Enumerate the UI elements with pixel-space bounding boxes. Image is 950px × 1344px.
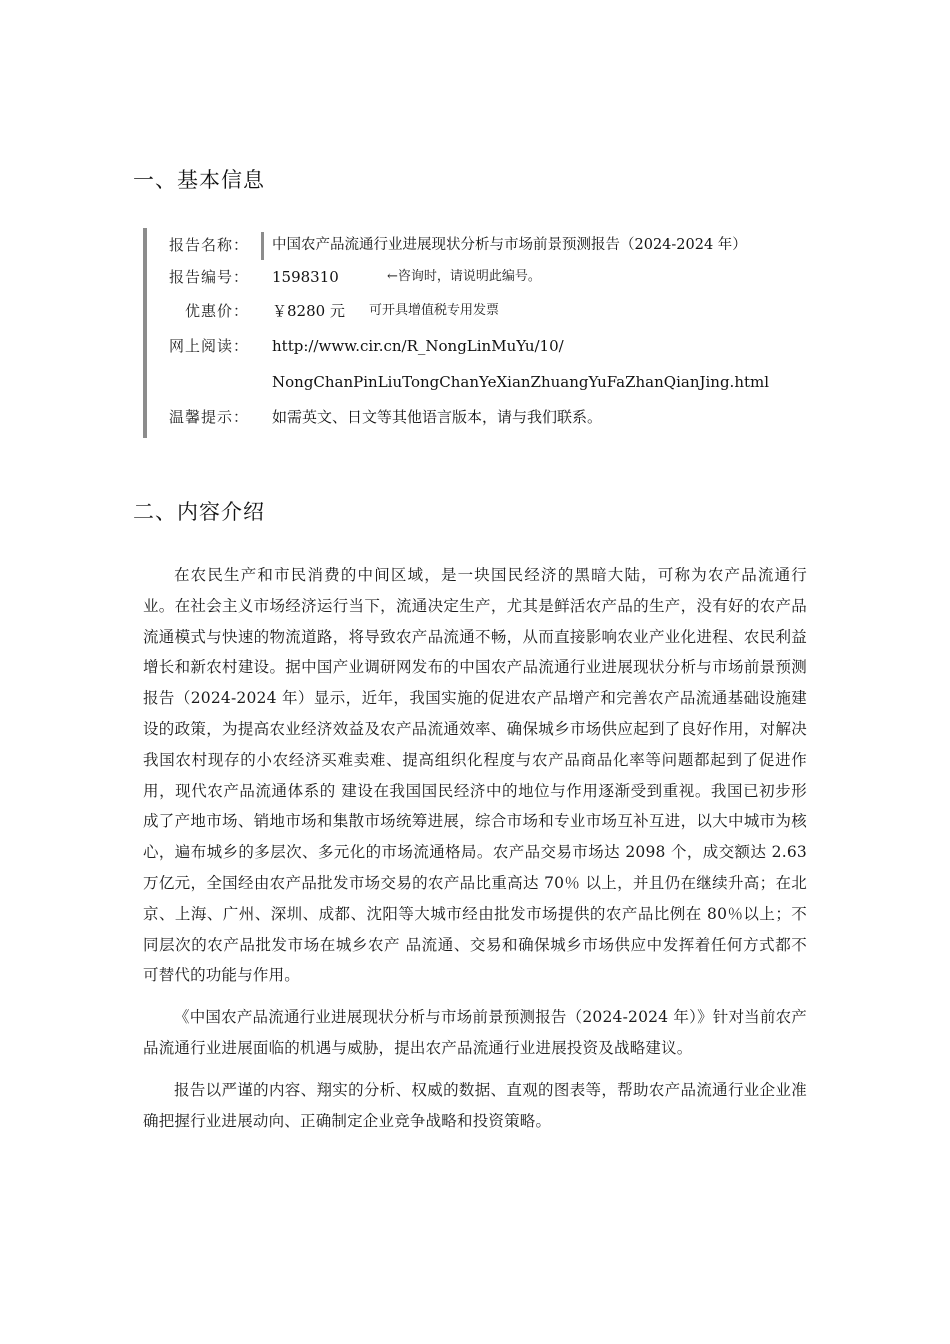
content-paragraph-3: 报告以严谨的内容、翔实的分析、权威的数据、直观的图表等，帮助农产品流通行业企业准确把握行业进展动向、正确制定企业竞争战略和投资策略。 xyxy=(143,1080,807,1130)
price-value: ￥8280 元 xyxy=(272,302,345,320)
content-body xyxy=(143,560,807,1147)
tip-value: 如需英文、日文等其他语言版本，请与我们联系。 xyxy=(272,408,603,426)
report-code-note: ←咨询时，请说明此编号。 xyxy=(387,269,541,284)
tip-label: 温馨提示： xyxy=(168,408,249,426)
basic-info-box xyxy=(143,228,827,438)
report-code-label: 报告编号： xyxy=(168,268,249,286)
online-read-link-line1[interactable]: http://www.cir.cn/R_NongLinMuYu/10/ xyxy=(272,337,564,355)
report-name-label: 报告名称： xyxy=(168,236,249,254)
price-note: 可开具增值税专用发票 xyxy=(369,303,500,318)
online-read-label: 网上阅读： xyxy=(168,337,249,355)
price-label: 优惠价： xyxy=(184,302,249,320)
content-paragraph-1: 在农民生产和市民消费的中间区域，是一块国民经济的黑暗大陆，可称为农产品流通行 业。在社会主义市场经济运行当下，流通决定生产，尤其是鲜活农产品的生产，没有好的农产品流通模式与快速的物流道路，将导致农产品流通不畅，从而直接影响农业产业化进程、农民利益增长和新农村建设。据中国产业调研网发布的中国农产品流通行业进展现状分析与市场前景预测报告（2024-2024 年）显示，近年，我国实施的促进农产品增产和完善农产品流通基础设施建设的政策，为提高农业经济效益及农产品流通效率、确保城乡市场供应起到了良好作用，对解决我国农村现存的小农经济买难卖难、提高组织化程度与农产品商品化率等问题都起到了促进作用，现代农产品流通体系的 建设在我国国民经济中的地位与作用逐渐受到重视。我国已初步形成了产地市场、销地市场和集散市场统筹进展，综合市场和专业市场互补互进，以大中城市为核 心，遍布城乡的多层次、多元化的市场流通格局。农产品交易市场达 2098 个，成交额达 2.63 万亿元，全国经由农产品批发市场交易的农产品比重高达 70％ 以上，并且仍在继续升高；在北京、上海、广州、深圳、成都、沈阳等大城市经由批发市场提供的农产品比例在 80％以上；不同层次的农产品批发市场在城乡农产 品流通、交易和确保城乡市场供应中发挥着任何方式都不可替代的功能与作用。 xyxy=(143,566,807,985)
section-title-content-intro: 二、内容介绍 xyxy=(133,500,265,524)
content-paragraph-2: 《中国农产品流通行业进展现状分析与市场前景预测报告（2024-2024 年）》针对当前农产品流通行业进展面临的机遇与威胁，提出农产品流通行业进展投资及战略建议。 xyxy=(143,1008,807,1057)
section-title-basic-info: 一、基本信息 xyxy=(133,168,265,192)
report-name-divider xyxy=(261,232,264,260)
report-name-value: 中国农产品流通行业进展现状分析与市场前景预测报告（2024-2024 年） xyxy=(272,237,747,253)
online-read-link-line2[interactable]: NongChanPinLiuTongChanYeXianZhuangYuFaZhanQianJing.html xyxy=(272,373,770,391)
report-code-value: 1598310 xyxy=(272,268,339,286)
